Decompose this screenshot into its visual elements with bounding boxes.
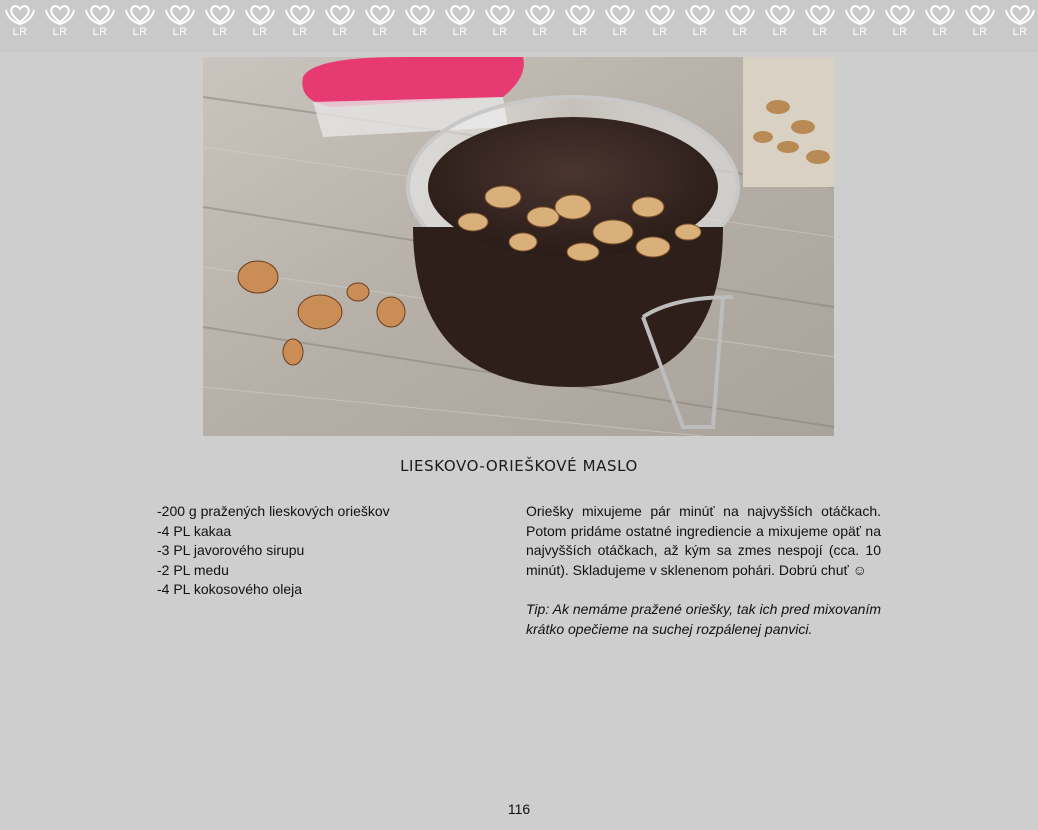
header-logo	[640, 0, 680, 52]
header-logo	[920, 0, 960, 52]
recipe-instructions: Oriešky mixujeme pár minúť na najvyšších otáčkach. Potom pridáme ostatné ingrediencie a mixujeme opäť na najvyšších otáčkach, až kým sa zmes nespojí (cca. 10 minút). Skladujeme v sklenenom pohári. Dobrú chuť ☺	[526, 503, 881, 578]
heart-hands-logo-icon	[404, 0, 436, 26]
header-logo	[480, 0, 520, 52]
heart-hands-logo-icon	[804, 0, 836, 26]
header-logo	[720, 0, 760, 52]
ingredient-item: -3 PL javorového sirupu	[157, 542, 305, 558]
header-logo-text: LR	[252, 26, 268, 38]
header-logo	[0, 0, 40, 52]
heart-hands-logo-icon	[284, 0, 316, 26]
header-logo-text: LR	[692, 26, 708, 38]
header-logo	[160, 0, 200, 52]
heart-hands-logo-icon	[324, 0, 356, 26]
ingredient-item: -200 g pražených lieskových orieškov	[157, 503, 390, 519]
header-logo-text: LR	[292, 26, 308, 38]
header-logo	[440, 0, 480, 52]
header-logo-text: LR	[452, 26, 468, 38]
header-logo-text: LR	[1012, 26, 1028, 38]
header-logo-text: LR	[412, 26, 428, 38]
ingredient-item: -4 PL kakaa	[157, 522, 232, 539]
heart-hands-logo-icon	[244, 0, 276, 26]
heart-hands-logo-icon	[844, 0, 876, 26]
header-logo	[120, 0, 160, 52]
header-logo	[880, 0, 920, 52]
hazelnut-spread-jar-photo	[203, 57, 834, 436]
heart-hands-logo-icon	[644, 0, 676, 26]
ingredient-item: -4 PL kokosového oleja	[157, 581, 303, 597]
heart-hands-logo-icon	[964, 0, 996, 26]
header-logo	[80, 0, 120, 52]
header-logo	[200, 0, 240, 52]
header-logo-text: LR	[92, 26, 108, 38]
heart-hands-logo-icon	[44, 0, 76, 26]
header-logo-text: LR	[732, 26, 748, 38]
header-logo-text: LR	[612, 26, 628, 38]
header-logo	[320, 0, 360, 52]
heart-hands-logo-icon	[444, 0, 476, 26]
heart-hands-logo-icon	[724, 0, 756, 26]
header-logo	[840, 0, 880, 52]
page-number: 116	[507, 801, 531, 817]
header-logo	[600, 0, 640, 52]
header-logo	[280, 0, 320, 52]
header-logo	[1000, 0, 1038, 52]
header-logo-text: LR	[332, 26, 348, 38]
header-logo-text: LR	[372, 26, 388, 38]
heart-hands-logo-icon	[484, 0, 516, 26]
header-logo	[520, 0, 560, 52]
heart-hands-logo-icon	[164, 0, 196, 26]
header-logo-text: LR	[492, 26, 508, 38]
heart-hands-logo-icon	[884, 0, 916, 26]
ingredient-item: -2 PL medu	[157, 561, 229, 578]
header-logo-text: LR	[652, 26, 668, 38]
heart-hands-logo-icon	[364, 0, 396, 26]
header-logo-text: LR	[132, 26, 148, 38]
header-logo	[760, 0, 800, 52]
heart-hands-logo-icon	[84, 0, 116, 26]
heart-hands-logo-icon	[564, 0, 596, 26]
recipe-tip: Tip: Ak nemáme pražené oriešky, tak ich pred mixovaním krátko opečieme na suchej rozpálenej panvici.	[526, 601, 881, 637]
header-logo	[240, 0, 280, 52]
heart-hands-logo-icon	[924, 0, 956, 26]
ingredient-list	[157, 502, 477, 600]
header-logo	[960, 0, 1000, 52]
header-logo-text: LR	[52, 26, 68, 38]
recipe-title: LIESKOVO-ORIEŠKOVÉ MASLO	[400, 457, 638, 475]
header-logo-text: LR	[812, 26, 828, 38]
header-logo-band	[0, 0, 1038, 52]
header-logo-text: LR	[932, 26, 948, 38]
heart-hands-logo-icon	[604, 0, 636, 26]
header-logo-text: LR	[212, 26, 228, 38]
header-logo-text: LR	[852, 26, 868, 38]
heart-hands-logo-icon	[524, 0, 556, 26]
header-logo-text: LR	[12, 26, 28, 38]
heart-hands-logo-icon	[124, 0, 156, 26]
header-logo	[360, 0, 400, 52]
recipe-photo	[203, 57, 834, 436]
heart-hands-logo-icon	[204, 0, 236, 26]
header-logo-text: LR	[172, 26, 188, 38]
heart-hands-logo-icon	[684, 0, 716, 26]
heart-hands-logo-icon	[1004, 0, 1036, 26]
header-logo	[560, 0, 600, 52]
heart-hands-logo-icon	[4, 0, 36, 26]
header-logo-text: LR	[892, 26, 908, 38]
header-logo	[400, 0, 440, 52]
heart-hands-logo-icon	[764, 0, 796, 26]
header-logo	[40, 0, 80, 52]
header-logo-text: LR	[572, 26, 588, 38]
header-logo	[800, 0, 840, 52]
header-logo	[680, 0, 720, 52]
header-logo-text: LR	[972, 26, 988, 38]
header-logo-text: LR	[772, 26, 788, 38]
header-logo-text: LR	[532, 26, 548, 38]
